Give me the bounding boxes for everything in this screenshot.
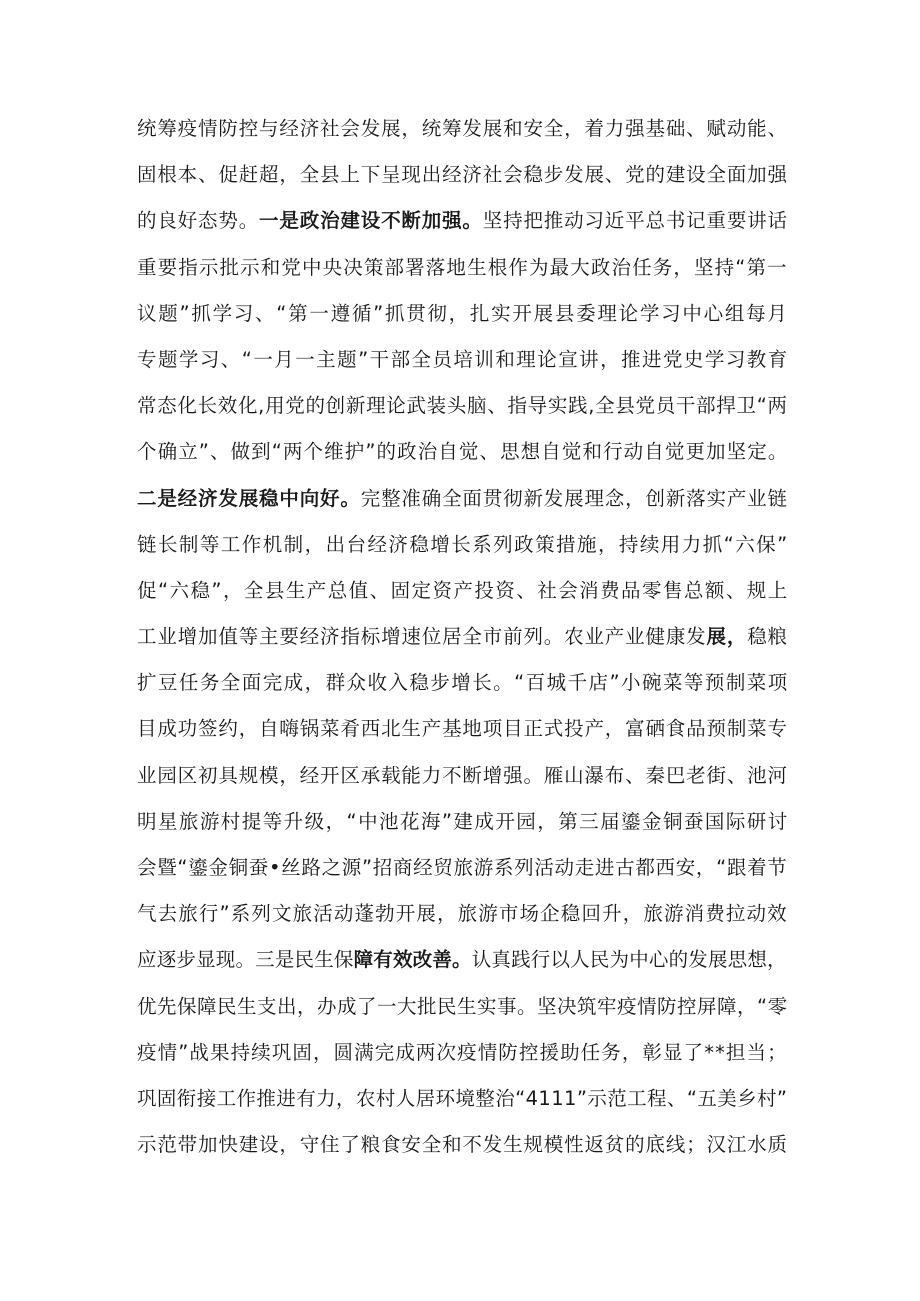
body-text: 认真践行以人民为中心的发展思想， [471,948,787,972]
text-line [137,660,788,706]
body-text: 会暨“鎏金铜蚕•丝路之源”招商经贸旅游系列活动走进古都西安，“跟着节 [137,856,788,879]
text-line [137,476,788,522]
text-line [137,337,788,383]
body-text: 议题”抓学习、“第一遵循”抓贯彻，扎实开展县委理论学习中心组每月 [137,301,789,325]
body-text: 专题学习、“一月一主题”干部全员培训和理论宣讲，推进党史学习教育 [137,347,789,371]
bold-heading-text: 一是政治建设不断加强。 [259,209,483,233]
body-text: 应逐步显现。三是民生保 [137,948,354,972]
text-line [137,984,788,1030]
body-text: 链长制等工作机制，出台经济稳增长系列政策措施，持续用力抓“六保” [137,532,789,556]
body-text: 示范带加快建设，守住了粮食安全和不发生规模性返贫的底线；汉江水质 [137,1133,788,1157]
body-text: 固根本、促赶超，全县上下呈现出经济社会稳步发展、党的建设全面加强 [137,163,788,187]
text-line [137,1030,788,1076]
text-line [137,291,789,337]
body-text: 气去旅行”系列文旅活动蓬勃开展，旅游市场企稳回升，旅游消费拉动效 [137,902,788,926]
text-line [137,429,788,475]
bold-heading-text: 二是经济发展稳中向好。 [137,486,361,510]
text-line [137,152,788,198]
body-text: 稳粮 [747,625,788,649]
body-text: 个确立”、做到“两个维护”的政治自觉、思想自觉和行动自觉更加坚定。 [137,440,789,464]
body-text: 优先保障民生支出，办成了一大批民生实事。坚决筑牢疫情防控屏障，“零 [137,994,788,1018]
text-line [137,568,788,614]
body-text: 统筹疫情防控与经济社会发展，统筹发展和安全，着力强基础、赋动能、 [137,117,788,140]
bold-heading-text: 障有效改善。 [353,948,472,972]
body-text: 重要指示批示和党中央决策部署落地生根作为最大政治任务，坚持“第一 [137,255,788,279]
body-text: 工业增加值等主要经济指标增速位居全市前列。农业产业健康发 [137,625,707,649]
body-text: 的良好态势。 [137,209,260,233]
text-line [137,522,788,568]
text-line [137,845,788,891]
body-text: 疫情”战果持续巩固，圆满完成两次疫情防控援助任务，彰显了**担当； [137,1040,788,1064]
body-text: 业园区初具规模，经开区承载能力不断增强。雁山瀑布、秦巴老街、池河 [137,763,788,787]
body-text: 扩豆任务全面完成，群众收入稳步增长。“百城千店”小碗菜等预制菜项 [137,671,789,695]
text-line [137,1076,787,1122]
text-line [137,106,788,152]
text-line [137,799,788,845]
body-text: 巩固衔接工作推进有力，农村人居环境整治“4111”示范工程、“五美乡村” [137,1086,788,1110]
body-paragraph [137,106,787,1168]
text-line [137,245,788,291]
text-line [137,383,788,429]
text-line [137,891,788,937]
body-text: 常态化长效化,用党的创新理论武装头脑、指导实践,全县党员干部捍卫“两 [137,394,788,418]
text-line [137,937,787,983]
body-text: 明星旅游村提等升级，“中池花海”建成开园，第三届鎏金铜蚕国际研讨 [137,809,789,833]
body-text: 完整准确全面贯彻新发展理念，创新落实产业链 [360,486,788,510]
body-text: 目成功签约，自嗨锅菜肴西北生产基地项目正式投产，富硒食品预制菜专 [137,717,788,741]
bold-heading-text: 展， [706,625,748,649]
text-line [137,753,788,799]
text-line [137,1122,788,1168]
body-text: 促“六稳”，全县生产总值、固定资产投资、社会消费品零售总额、规上 [137,578,789,602]
text-line [137,706,788,752]
text-line [137,614,788,660]
text-line [137,198,788,244]
body-text: 坚持把推动习近平总书记重要讲话 [482,209,788,233]
